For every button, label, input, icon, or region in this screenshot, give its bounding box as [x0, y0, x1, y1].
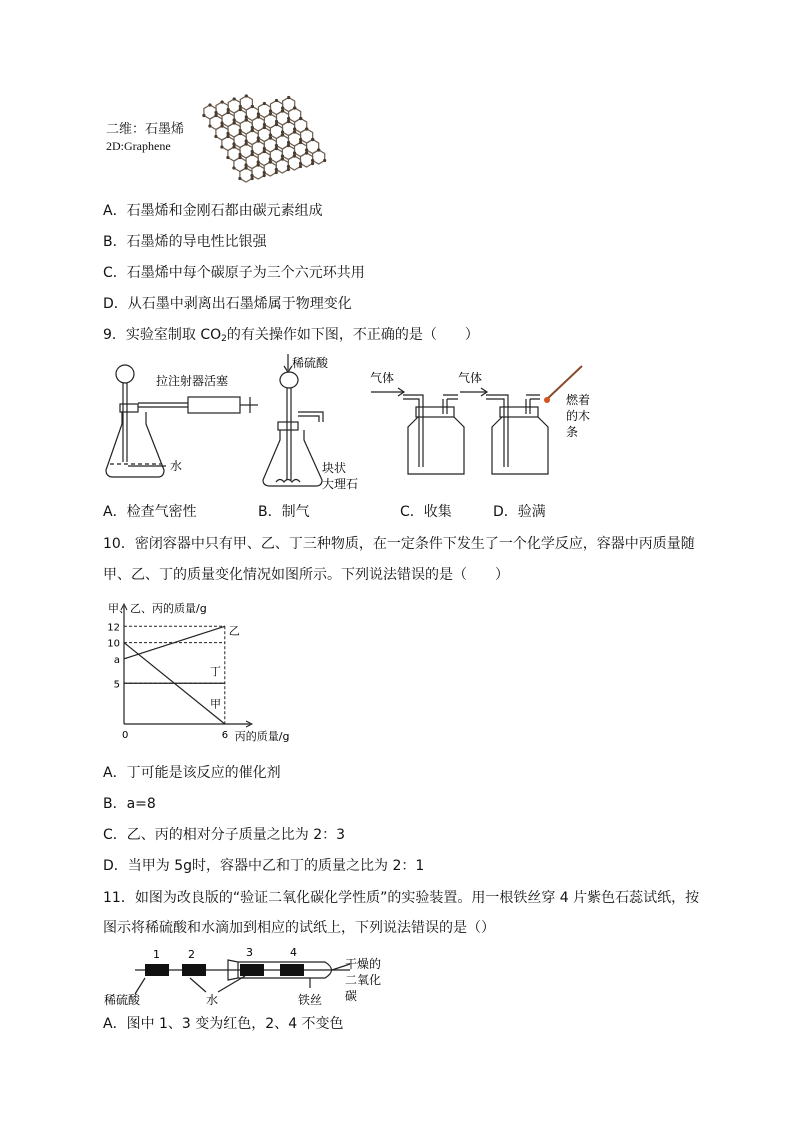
- series-label: 乙: [228, 624, 240, 638]
- graphene-lattice-image: [190, 100, 330, 190]
- q10-option-a: A．丁可能是该反应的催化剂: [103, 765, 281, 781]
- x-tick-label: 0: [122, 730, 129, 741]
- dry-co2-label-3: 碳: [345, 989, 358, 1003]
- stick-label-3: 条: [566, 425, 579, 439]
- stick-label-2: 的木: [566, 409, 591, 423]
- water-label: 水: [170, 459, 183, 473]
- q11-stem-line-2: 图示将稀硫酸和水滴加到相应的试纸上，下列说法错误的是（）: [103, 920, 495, 936]
- litmus-paper-3: [240, 964, 264, 976]
- litmus-paper-4: [280, 964, 304, 976]
- q11-apparatus-figure: [100, 942, 400, 1012]
- marble-label-2: 大理石: [322, 477, 359, 491]
- q9-stem: 9．实验室制取 $CO_2$的有关操作如下图，不正确的是（ ）: [103, 327, 479, 344]
- litmus-paper-2: [182, 964, 206, 976]
- acid-label: 稀硫酸: [104, 993, 141, 1007]
- y-tick-label: 12: [107, 622, 120, 634]
- collection-bottle: [371, 388, 464, 474]
- gas-generation-apparatus: [263, 354, 323, 486]
- q8-option-d: D．从石墨中剥离出石墨烯属于物理变化: [103, 296, 352, 312]
- graphene-label-cn: 二维：石墨烯: [106, 122, 185, 137]
- paper-num-4: 4: [290, 946, 297, 959]
- paper-num-2: 2: [188, 948, 195, 961]
- stick-label-1: 燃着: [566, 393, 591, 407]
- series-label: 丁: [210, 665, 221, 679]
- q10-stem-line-2: 甲、乙、丁的质量变化情况如图所示。下列说法错误的是（ ）: [103, 567, 509, 583]
- litmus-paper-1: [145, 964, 169, 976]
- y-tick-label: a: [113, 654, 120, 666]
- q9-option-a: A．检查气密性: [103, 504, 197, 520]
- x-tick-label: 6: [221, 730, 229, 741]
- y-axis-label: 甲、乙、丙的质量/g: [108, 602, 207, 615]
- q10-option-b: B．a=8: [103, 796, 156, 812]
- marble-label-1: 块状: [322, 461, 347, 475]
- acid-label: 稀硫酸: [292, 356, 329, 370]
- paper-num-1: 1: [153, 948, 160, 961]
- y-tick-label: 10: [107, 638, 120, 650]
- q9-apparatus-figure: [98, 352, 598, 497]
- dry-co2-label-2: 二氧化: [345, 973, 382, 987]
- syringe-label: 拉注射器活塞: [156, 374, 229, 388]
- q8-option-b: B．石墨烯的导电性比银强: [103, 234, 267, 250]
- wire-label: 铁丝: [298, 993, 323, 1007]
- water-label: 水: [206, 993, 219, 1007]
- series-label: 甲: [210, 697, 221, 711]
- x-axis-label: 丙的质量/g: [234, 730, 290, 743]
- q10-stem-line-1: 10．密闭容器中只有甲、乙、丁三种物质，在一定条件下发生了一个化学反应，容器中丙质量随: [103, 536, 695, 552]
- q8-option-a: A．石墨烯和金刚石都由碳元素组成: [103, 203, 323, 219]
- gas-label-2: 气体: [458, 371, 483, 385]
- q9-option-d: D．验满: [493, 504, 546, 520]
- mass-chart: [100, 596, 290, 746]
- gas-label-1: 气体: [370, 371, 395, 385]
- q9-option-c: C．收集: [400, 504, 452, 520]
- graphene-label-en: 2D:Graphene: [106, 139, 171, 153]
- q9-option-b: B．制气: [258, 504, 310, 520]
- y-tick-label: 5: [113, 679, 120, 691]
- q11-stem-line-1: 11．如图为改良版的“验证二氧化碳化学性质”的实验装置。用一根铁丝穿 4 片紫色石蕊试纸，按: [103, 890, 700, 906]
- q8-option-c: C．石墨烯中每个碳原子为三个六元环共用: [103, 265, 365, 281]
- q10-option-d: D．当甲为 5g时，容器中乙和丁的质量之比为 2：1: [103, 858, 425, 874]
- dry-co2-label-1: 干燥的: [345, 957, 382, 971]
- paper-num-3: 3: [246, 946, 253, 959]
- q10-option-c: C．乙、丙的相对分子质量之比为 2：3: [103, 827, 346, 843]
- q11-option-a: A．图中 1、3 变为红色，2、4 不变色: [103, 1016, 344, 1032]
